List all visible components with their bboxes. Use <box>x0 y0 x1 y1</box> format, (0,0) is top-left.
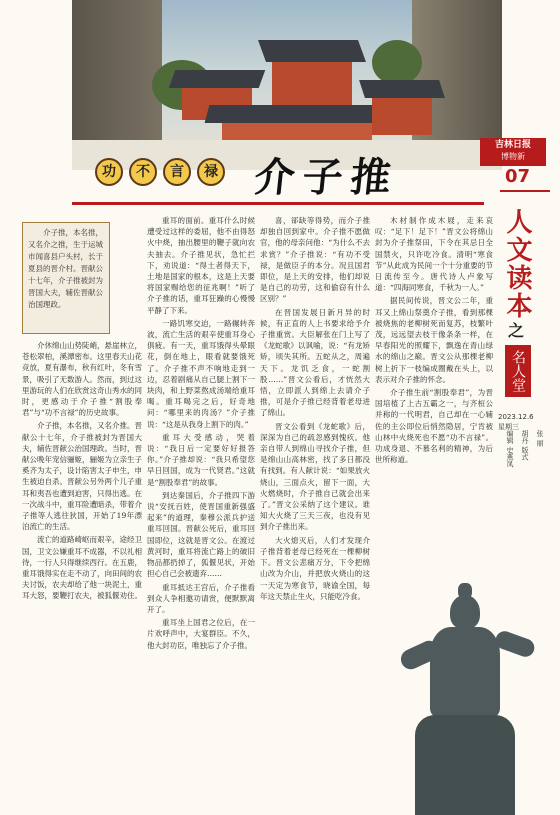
paragraph: 重耳抵达王宫后，介子推看到众人争相邀功请赏，便默默离开了。 <box>147 582 255 614</box>
paragraph: 喜，郤缺等得势，而介子推却独自回到家中。介子推不愿做官，他的母亲问他：“为什么不去求赏？”介子推说：“有功不受禄，是做臣子的本分。况且国君即位，是上天的安排，他们却说是自己的功劳，这和偷窃有什么区别？” <box>260 216 370 304</box>
paragraph: 一路饥寒交迫，一路辗转奔波，流亡生活的艰辛使重耳身心俱疲。有一天，重耳饿得头晕眼花，倒在地上，眼看就要饿死了。介子推不声不响地走到一边，忍着剧痛从自己腿上割下一块肉，和上野菜熬成汤端给重耳喝。重耳喝完之后，好奇地问：“哪里来的肉汤？”介子推说：“这是从我身上割下的肉。” <box>147 318 255 429</box>
logo-line-1: 吉林日报 <box>494 140 531 150</box>
paragraph: 木材制作成木屐，走来哀叹：“足下！足下！”晋文公将绵山封为介子推祭田，下令在其忌日全国禁火，只许吃冷食。清明“寒食节”从此成为民间一个十分重要的节日流传至今。唐代诗人卢象写道：“四海同寒食，千秋为一人。” <box>375 216 493 293</box>
kicker-char: 功 <box>95 158 123 186</box>
paragraph: 重耳的面前。重耳什么时候遭受过这样的委屈，他不由得怒火中烧，抽出腰里的鞭子就向农夫抽去。介子推见状，急忙拦下，劝说道：“得土者得天下，土地是国家的根本，这是上天要将国家赐给您的征兆啊！”听了介子推的话，重耳狂躁的心慢慢平静了下来。 <box>147 216 255 315</box>
kicker-char: 禄 <box>197 158 225 186</box>
issue-date <box>498 412 534 432</box>
issue-weekday: 星期三 <box>498 423 519 431</box>
paragraph: 在晋国发展日新月异的时候，有正直的人上书要求给予介子推重赏。大臣解张在门上写了《龙蛇歌》以讽喻，说：“有龙矫矫，顷失其所。五蛇从之，周遍天下。龙饥乏食，一蛇割股……”晋文公看后，才恍然大悟，立即派人到绵上去请介子推，可是介子推已经背着老母进了绵山。 <box>260 307 370 418</box>
paragraph: 到达秦国后，介子推四下游说“安抚百姓，使晋国重新强盛起来”的道理，秦穆公派兵护送重耳回国。晋献公死后，重耳回国即位，这就是晋文公。在渡过黄河时，重耳将流亡路上的破旧物品都扔掉了，狐偃见状，开始担心自己会被遗弃…… <box>147 490 255 579</box>
article-column-4 <box>375 215 493 570</box>
temple-photo <box>72 0 502 170</box>
kicker-char: 不 <box>129 158 157 186</box>
headline-title: 介子推 <box>252 154 402 201</box>
intro-text: 介子推，本名推，又名介之推，生于运城市闻喜县户头村，长于夏县的晋介村。晋献公十七年，介子推被封为晋国大夫，辅佐晋献公治国理政。 <box>28 228 103 309</box>
page-number: 07 <box>505 166 531 187</box>
kicker-char: 言 <box>163 158 191 186</box>
headline-rule <box>72 202 484 205</box>
paragraph: 介子推生前“割股奉君”，为晋国培植了上古五霸之一，与齐桓公并称的一代明君，自己却在一心辅佐的主公即位后悄然隐居，宁肯被山林中火烧死也不愿“功不言禄”。功成身退、不慕名利的精神，为后世所称道。 <box>375 388 493 465</box>
newspaper-logo <box>480 138 546 166</box>
paragraph: 重耳大受感动，哭着说：“我日后一定要好好报答你。”介子推却说：“我只希望您早日回国，成为一代贤君。”这就是“割股奉君”的故事。 <box>147 432 255 487</box>
paragraph: 介子推，本名推，又名介推。晋献公十七年，介子推被封为晋国大夫，辅佐晋献公治国理政。当时，晋献公晚年宠信骊姬，骊姬为立亲生子奚齐为太子，设计陷害太子申生，申生被迫自杀。晋献公另外两个儿子重耳和夷吾也遭到迫害，只得出逃。在一次战斗中，重耳险遭暗杀，带着介子推等人逃往狄国，开始了19年漂泊流亡的生活。 <box>22 421 142 532</box>
paragraph: 据民间传说，晋文公二年，重耳又上绵山祭奠介子推，看到那棵被烧焦的老柳树死而复苏，枝繁叶茂，远远望去枝干像条条一样，在早春阳光的照耀下，飘逸在青山绿水的绵山之巅。晋文公从那棵老柳树上折下一枝编成圈戴在头上，以表示对介子推的怀念。 <box>375 296 493 384</box>
paragraph: 晋文公看到《龙蛇歌》后，深深为自己的疏忽感到愧疚。他亲自带人到绵山寻找介子推，但是绵山山高林密，找了多日都没有找到。有人献计说：“如果放火烧山，三面点火，留下一面，大火燃烧时，介子推自己就会出来了。”晋文公采纳了这个建议。谁知大火烧了三天三夜，也没有见到介子推出来。 <box>260 421 370 532</box>
statue-photo <box>380 575 555 815</box>
article-column-2 <box>147 215 255 810</box>
section-name-badge: 名人堂 <box>505 345 531 397</box>
paragraph: 介休绵山山势陡峭，悬崖林立，苍松翠柏，溪潭密布。这里春天山花竞放，夏有瀑布，秋有红叶，冬有雪景，吸引了无数游人。然而，到过这里游玩的人们在欣赏这奇山秀水的同时，更感动于介子推“割股奉君”与“功不言禄”的历史故事。 <box>22 341 142 418</box>
page-number-rule <box>500 190 550 192</box>
credit-line: 张 丽 <box>536 430 544 447</box>
intro-box <box>22 222 110 334</box>
issue-date-value: 2023.12.6 <box>498 413 534 421</box>
editor-credits <box>505 430 544 467</box>
section-connector: 之 <box>508 321 525 340</box>
article-column-1 <box>22 340 142 810</box>
paragraph: 大火熄灭后，人们才发现介子推背着老母已经死在一棵柳树下。晋文公悲痛万分，下令把绵山改为介山，并把放火烧山的这一天定为寒食节，晓谕全国，每年这天禁止生火，只能吃冷食。 <box>260 535 370 601</box>
paragraph: 重耳坐上国君之位后，在一片欢呼声中，大宴群臣。不久，他大封功臣，唯独忘了介子推。 <box>147 618 255 650</box>
credit-line: 胡丹 版式 <box>521 430 529 461</box>
logo-line-2: 博物新 <box>501 152 525 161</box>
section-title: 人文读本 <box>502 208 532 320</box>
headline-kicker <box>95 158 225 186</box>
article-column-3 <box>260 215 370 810</box>
credit-line: 编辑 史燕凤 <box>506 430 514 468</box>
paragraph: 流亡的道路崎岖而艰辛，途经卫国，卫文公嫌重耳不成器，不以礼相待，一行人只得继续西行。在五鹿，重耳饿得实在走不动了，向田间的农夫讨饭，农夫却给了他一块泥土，重耳大怒，要鞭打农夫，被狐偃劝住。 <box>22 535 142 601</box>
